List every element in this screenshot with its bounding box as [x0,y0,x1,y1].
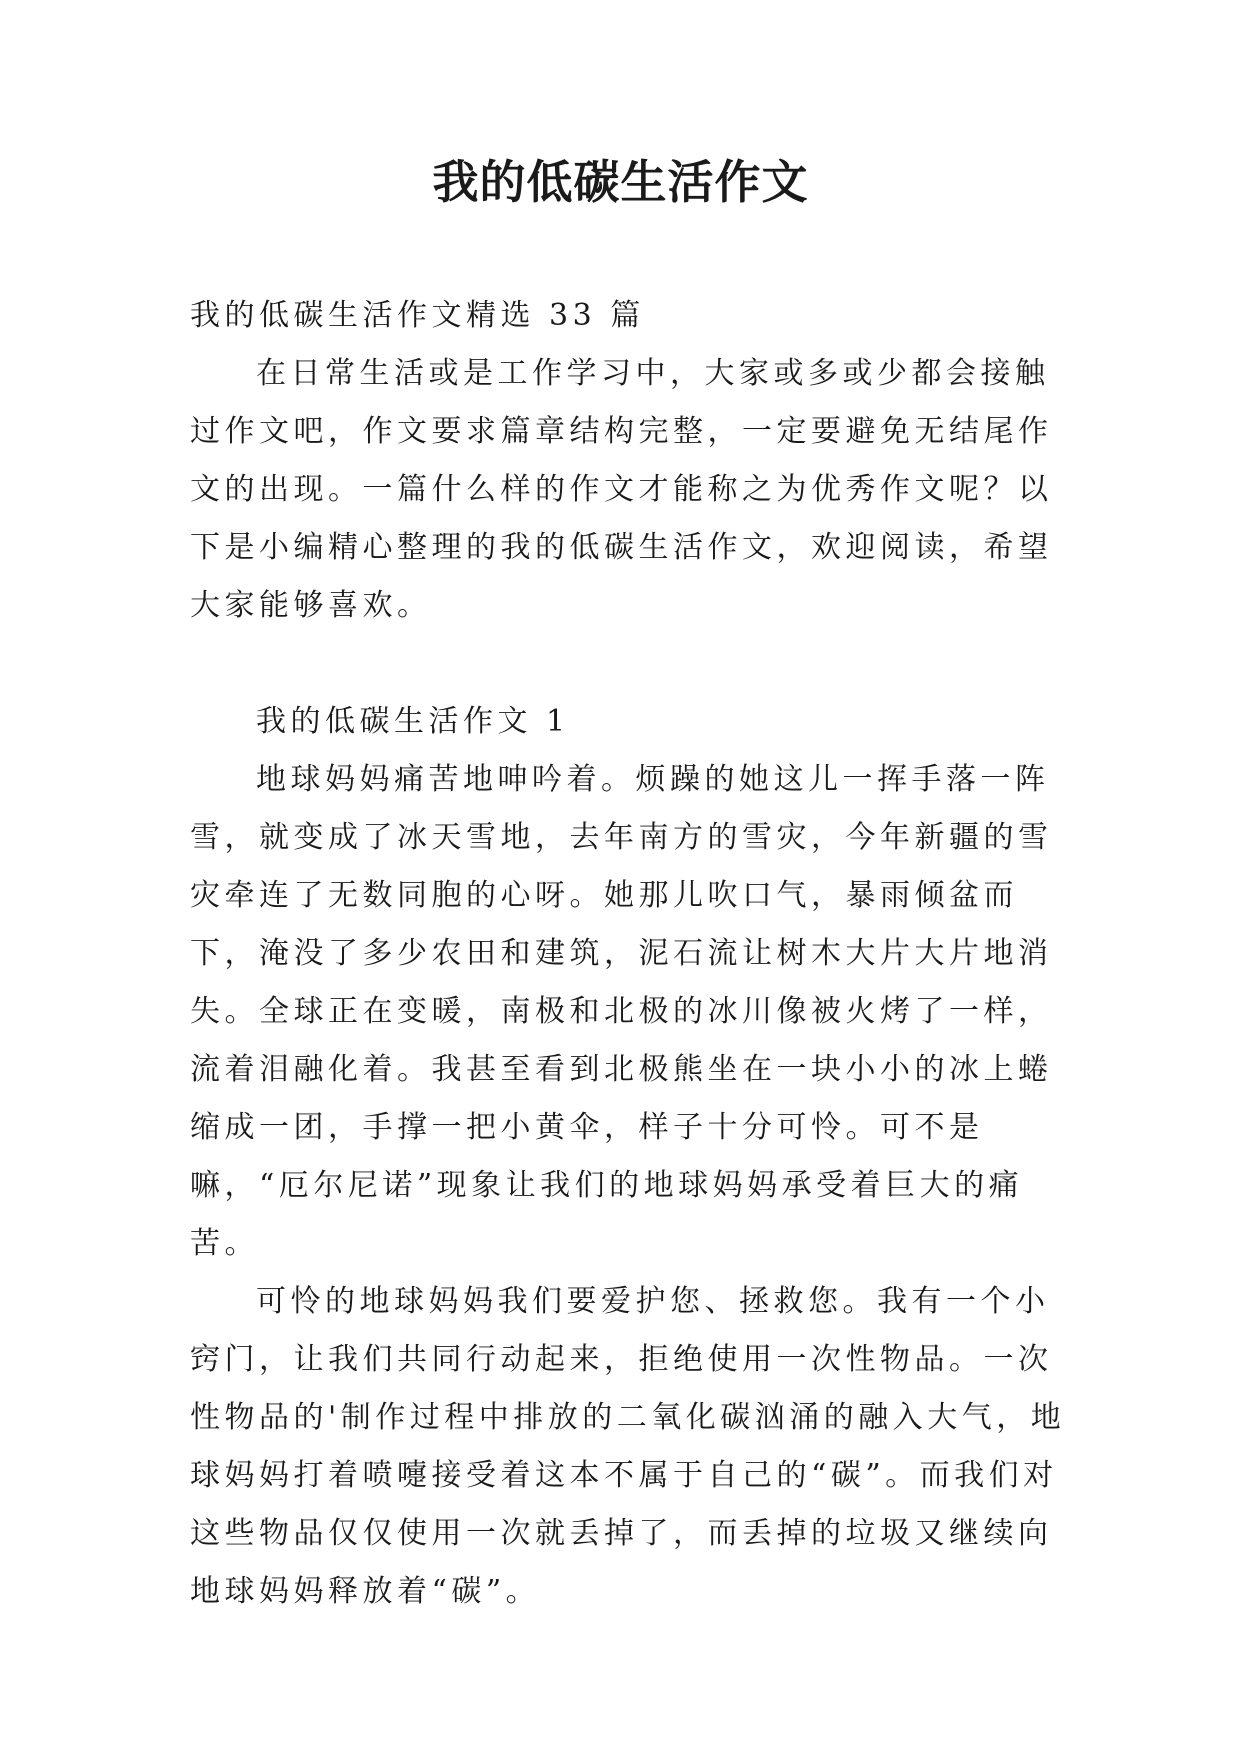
section-heading: 我的低碳生活作文 1 [256,704,570,739]
section-paragraph: 可怜的地球妈妈我们要爱护您、拯救您。我有一个小窍门，让我们共同行动起来，拒绝使用一次性物品。一次性物品的'制作过程中排放的二氧化碳汹涌的融入大气，地球妈妈打着喷嚏接受着这本不属于自己的“碳”。而我们对这些物品仅仅使用一次就丢掉了，而丢掉的垃圾又继续向地球妈妈释放着“碳”。 [190,1284,1066,1609]
section-paragraph: 地球妈妈痛苦地呻吟着。烦躁的她这儿一挥手落一阵雪，就变成了冰天雪地，去年南方的雪灾，今年新疆的雪灾牵连了无数同胞的心呀。她那儿吹口气，暴雨倾盆而下，淹没了多少农田和建筑，泥石流让树木大片大片地消失。全球正在变暖，南极和北极的冰川像被火烤了一样，流着泪融化着。我甚至看到北极熊坐在一块小小的冰上蜷缩成一团，手撑一把小黄伞，样子十分可怜。可不是嘛，“厄尔尼诺”现象让我们的地球妈妈承受着巨大的痛苦。 [190,762,1053,1261]
document-subtitle: 我的低碳生活作文精选 33 篇 [190,298,645,333]
document-body [190,287,1070,1621]
document-title: 我的低碳生活作文 [432,155,809,209]
intro-paragraph: 在日常生活或是工作学习中，大家或多或少都会接触过作文吧，作文要求篇章结构完整，一定要避免无结尾作文的出现。一篇什么样的作文才能称之为优秀作文呢？以下是小编精心整理的我的低碳生活作文，欢迎阅读，希望大家能够喜欢。 [190,356,1053,623]
